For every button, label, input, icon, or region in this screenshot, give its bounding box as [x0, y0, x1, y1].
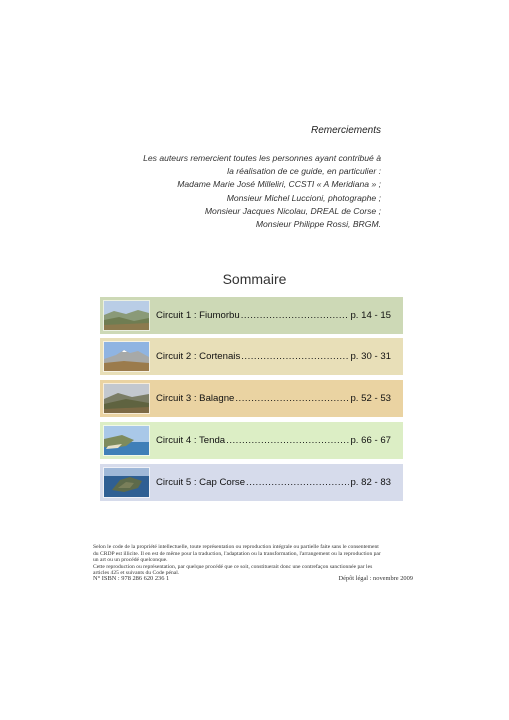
toc-entry-circuit-3[interactable] [100, 380, 403, 417]
hills-photo-thumbnail [103, 383, 150, 414]
circuit-label: Circuit 2 : Cortenais [156, 351, 241, 362]
acknowledgements-line: Monsieur Philippe Rossi, BRGM. [255, 219, 381, 230]
circuit-label: Circuit 3 : Balagne [156, 393, 235, 404]
leader-dots [235, 393, 349, 404]
acknowledgements-title: Remerciements [310, 125, 381, 136]
aerial-photo-thumbnail [103, 467, 150, 498]
legal-deposit: Dépôt légal : novembre 2009 [338, 575, 413, 582]
leader-dots [241, 351, 349, 362]
copyright-notice [93, 544, 413, 577]
toc-entry-circuit-1[interactable] [100, 297, 403, 334]
circuit-label: Circuit 4 : Tenda [156, 435, 226, 446]
page-range: p. 52 - 53 [350, 393, 391, 404]
copyright-line: Selon le code de la propriété intellectuelle, toute représentation ou reproduction intégrale ou partielle faite sans le consentement [93, 544, 379, 550]
table-of-contents-title: Sommaire [222, 271, 287, 287]
copyright-line: Cette reproduction ou représentation, par quelque procédé que ce soit, constituerait donc une contrefaçon sanctionnée par les [93, 563, 373, 570]
leader-dots [246, 477, 349, 488]
page-range: p. 66 - 67 [350, 435, 391, 446]
leader-dots [226, 435, 349, 446]
page-range: p. 14 - 15 [350, 310, 391, 321]
copyright-line: du CRDP est illicite. Il en est de même pour la traduction, l'adaptation ou la transformation, l'arrangement ou la reproduction par [93, 550, 381, 557]
circuit-label: Circuit 5 : Cap Corse [156, 477, 246, 488]
acknowledgements-line: Monsieur Jacques Nicolau, DREAL de Corse ; [204, 205, 381, 216]
copyright-line: un art ou un procédé quelconque. [93, 557, 168, 564]
page-range: p. 30 - 31 [350, 351, 391, 362]
landscape-photo-thumbnail [103, 300, 150, 331]
toc-entry-circuit-5[interactable] [100, 464, 403, 501]
acknowledgements-line: Madame Marie José Milleliri, CCSTI « A Meridiana » ; [177, 179, 381, 190]
isbn: N° ISBN : 978 286 620 236 1 [93, 575, 170, 582]
publication-info [93, 575, 413, 582]
page-range: p. 82 - 83 [350, 477, 391, 488]
leader-dots [241, 310, 350, 321]
copyright-line: articles 425 et suivants du Code pénal. [93, 570, 180, 577]
acknowledgements-text [81, 152, 381, 231]
mountain-photo-thumbnail [103, 341, 150, 372]
acknowledgements-line: Monsieur Michel Luccioni, photographe ; [226, 192, 381, 203]
acknowledgements-line: Les auteurs remercient toutes les personnes ayant contribué à [143, 153, 381, 163]
toc-entry-circuit-4[interactable] [100, 422, 403, 459]
toc-entry-circuit-2[interactable] [100, 338, 403, 375]
coast-photo-thumbnail [103, 425, 150, 456]
acknowledgements-line: la réalisation de ce guide, en particulier : [227, 166, 381, 177]
circuit-label: Circuit 1 : Fiumorbu [156, 310, 240, 321]
